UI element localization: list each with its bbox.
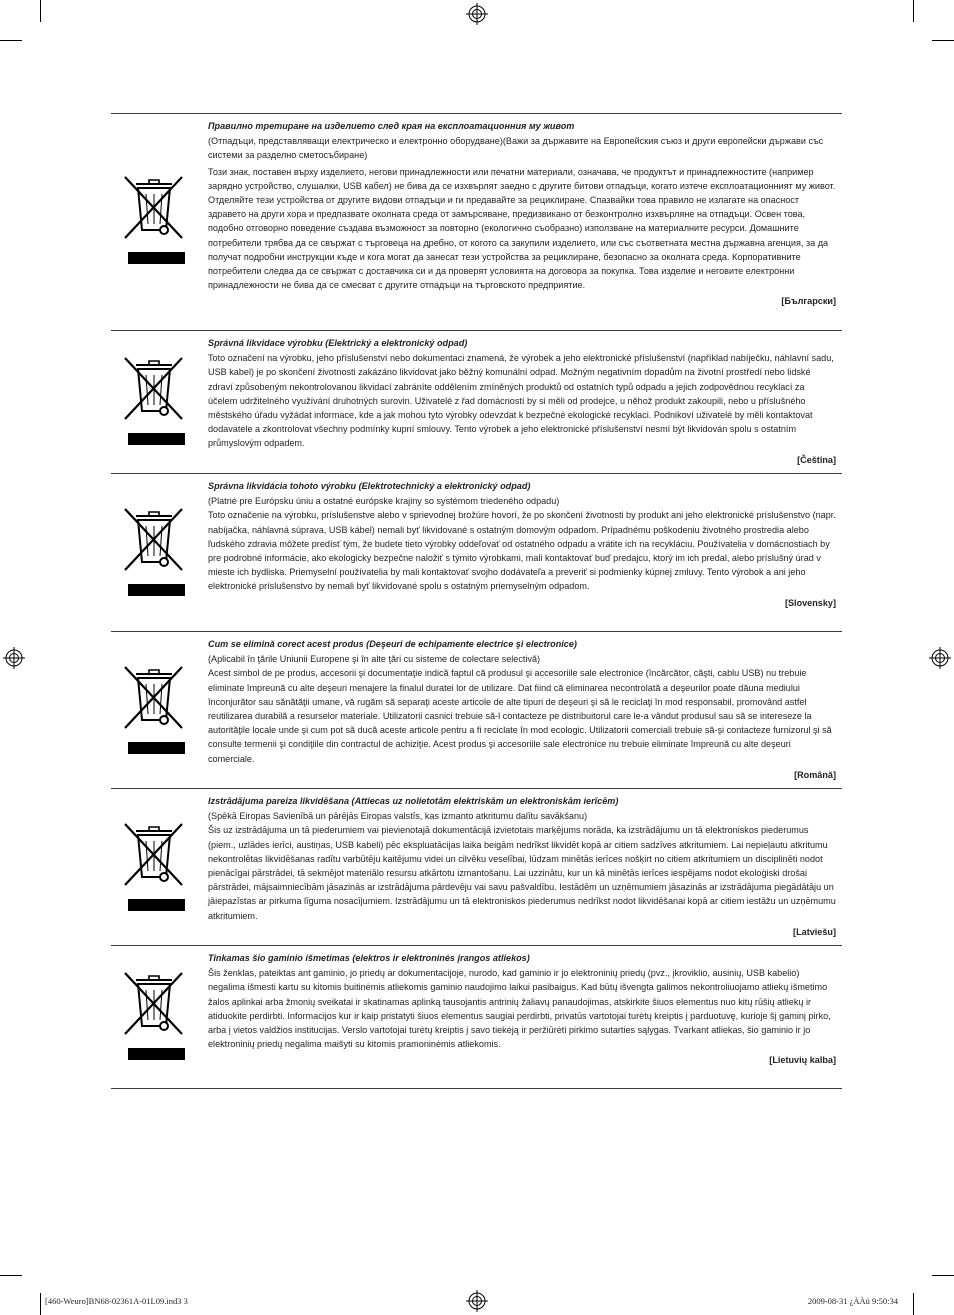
section-title: Cum se elimină corect acest produs (Deşeuri de echipamente electrice şi electronice): [208, 639, 577, 649]
crossed-bin-icon: [122, 353, 188, 425]
weee-disposal-sections: [111, 113, 842, 1089]
section-body: Toto označenie na výrobku, príslušenstve alebo v sprievodnej brožúre hovorí, že po skončení životnosti by produkt ani jeho elektronické príslušenstvo (napr. nabíjačka, náhlavná súprava, USB kábel) nemali byť likvidované s ostatným domovým odpadom. Prípadnému poškodeniu životného prostredia alebo ľudského zdravia môžete predísť tým, že budete tieto výrobky oddeľovať od ostatného odpadu a vrátite ich na recykláciu. Používatelia v domácnostiach by pre podrobné informácie, ako ekologicky bezpečne naložiť s týmito výrobkami, mali kontaktovať buď predajcu, ktorý im ich predal, alebo príslušný úrad v mieste ich bydliska. Priemyselní používatelia by mali kontaktovať svojho dodávateľa a preveriť si podmienky kúpnej zmluvy. Tento výrobok a ani jeho elektronické príslušenstvo by nemali byť likvidované spolu s ostatným priemyselným odpadom.: [208, 510, 836, 592]
language-label: [Slovensky]: [784, 597, 836, 608]
crossed-bin-icon: [122, 504, 188, 576]
registration-mark-icon: [929, 647, 951, 669]
language-label: [Čeština]: [797, 454, 836, 465]
registration-mark-icon: [3, 647, 25, 669]
solid-bar: [128, 742, 185, 754]
language-label: [Български]: [781, 296, 836, 307]
solid-bar: [128, 252, 185, 264]
crossed-bin-icon: [122, 172, 188, 244]
weee-bin-symbol: [122, 662, 188, 754]
section-title: Tinkamas šio gaminio išmetimas (elektros ir elektroninės įrangos atliekos): [208, 953, 530, 963]
crop-mark: [0, 1275, 22, 1276]
crop-mark: [40, 0, 41, 22]
footer-file-info: [460-Weuro]BN68-02361A-01L09.ind3 3: [45, 1296, 188, 1306]
crossed-bin-icon: [122, 968, 188, 1040]
weee-bin-symbol: [122, 968, 188, 1060]
section-latvian: [111, 788, 842, 945]
solid-bar: [128, 899, 185, 911]
section-subtitle: (Platné pre Európsku úniu a ostatné európske krajiny so systémom triedeného odpadu): [208, 496, 560, 507]
section-romanian: [111, 631, 842, 788]
section-lithuanian: [111, 945, 842, 1089]
crop-mark: [913, 1293, 914, 1315]
section-subtitle: (Отпадъци, представляващи електрическо и електронно оборудване)(Важи за държавите на Европейския съюз и други европейски държави със системи за разделно сметосъбиране): [208, 136, 824, 161]
section-title: Správna likvidácia tohoto výrobku (Elektrotechnický a elektronický odpad): [208, 481, 531, 491]
language-label: [Lietuvių kalba]: [769, 1055, 836, 1066]
solid-bar: [128, 1048, 185, 1060]
crop-mark: [40, 1293, 41, 1315]
weee-bin-symbol: [122, 172, 188, 264]
crossed-bin-icon: [122, 662, 188, 734]
language-label: [Latviešu]: [793, 926, 836, 937]
section-body: Šis uz izstrādājuma un tā piederumiem vai pievienotajā dokumentācijā izvietotais marķējums norāda, ka izstrādājumu un tā elektroniskos piederumus (piem., uzlādes ierīci, austiņas, USB kabeli) pēc ekspluatācijas laika beigām nedrīkst likvidēt kopā ar citiem sadzīves atkritumiem. Lai nepieļautu atkritumu nekontrolētas likvidēšanas radītu varbūtēju kaitējumu videi un cilvēku veselībai, lūdzam minētās ierīces nošķirt no citiem atkritumiem un disciplinēti nodot pienācīgai pārstrādei, tā sekmējot materiālo resursu atkārtotu izmantošanu. Lai uzzinātu, kur un kā minētās ierīces iespējams nodot ekoloģiski drošai pārstrādei, mājsaimniecībām jāsazinās ar izstrādājuma pārdevēju vai savu pašvaldību. Iestādēm un uzņēmumiem jāsazinās ar izstrādājuma piegādātāju un jāiepazīstas ar pirkuma līguma nosacījumiem. Izstrādājumu un tā elektroniskos piederumus nedrīkst nodot likvidēšanai kopā ar citiem iestāžu un uzņēmumu atkritumiem.: [208, 825, 836, 921]
section-body: Toto označení na výrobku, jeho příslušenství nebo dokumentaci znamená, že výrobek a jeho elektronické příslušenství (například nabíječku, náhlavní sadu, USB kabel) je po skončení životnosti zakázáno likvidovat jako běžný komunální odpad. Možným negativním dopadům na životní prostředí nebo lidské zdraví způsobeným nekontrolovanou likvidací zabráníte oddělením zmíněných produktů od ostatních typů odpadu a jejich zodpovědnou recyklací za účelem udržitelného využívání druhotných surovin. Uživatelé z řad domácností by si měli od prodejce, u něhož produkt zakoupili, nebo u příslušného městského úřadu vyžádat informace, kde a jak mohou tyto výrobky odevzdat k bezpečné ekologické recyklaci. Podnikoví uživatelé by měli kontaktovat dodavatele a zkontrolovat všechny podmínky kupní smlouvy. Tento výrobek a jeho elektronické příslušenství nesmí být likvidován spolu s ostatním průmyslovým odpadem.: [208, 353, 834, 449]
crop-mark: [0, 40, 22, 41]
section-czech: [111, 330, 842, 473]
weee-bin-symbol: [122, 504, 188, 596]
crop-mark: [932, 1275, 954, 1276]
footer-timestamp: 2009-08-31 ¿ÀÀü 9:50:34: [807, 1296, 898, 1306]
section-body: Acest simbol de pe produs, accesorii şi documentaţie indică faptul că produsul şi accesoriile sale electronice (încărcător, căşti, cablu USB) nu trebuie eliminate împreună cu alte deşeuri menajere la finalul duratei lor de utilizare. Dat fiind că eliminarea necontrolată a deşeurilor poate dăuna mediului înconjurător sau sănătăţii umane, vă rugăm să separaţi aceste articole de alte tipuri de deşeuri şi să le reciclaţi în mod responsabil, promovând astfel reutilizarea durabilă a resurselor materiale. Utilizatorii casnici trebuie să-l contacteze pe distribuitorul care le-a vândut produsul sau să se intereseze la autorităţile locale unde şi cum pot să ducă aceste articole pentru a fi reciclate în mod ecologic. Utilizatorii comerciali trebuie să-şi contacteze furnizorul şi să consulte termenii şi condiţiile din contractul de achiziţie. Acest produs şi accesoriile sale electronice nu trebuie eliminate împreună cu alte deşeuri comerciale.: [208, 668, 832, 764]
registration-mark-icon: [466, 1290, 488, 1312]
section-slovak: [111, 473, 842, 631]
section-title: Izstrādājuma pareiza likvidēšana (Attiecas uz nolietotām elektriskām un elektroniskām ierīcēm): [208, 796, 619, 806]
section-title: Правилно третиране на изделието след края на експлоатационния му живот: [208, 121, 575, 131]
weee-bin-symbol: [122, 819, 188, 911]
registration-mark-icon: [466, 3, 488, 25]
section-subtitle: (Spēkā Eiropas Savienībā un pārējās Eiropas valstīs, kas izmanto atkritumu dalītu savākšanu): [208, 811, 588, 822]
solid-bar: [128, 584, 185, 596]
section-bulgarian: [111, 113, 842, 330]
section-title: Správná likvidace výrobku (Elektrický a elektronický odpad): [208, 338, 468, 348]
crop-mark: [932, 40, 954, 41]
section-subtitle: (Aplicabil în ţările Uniunii Europene şi în alte ţări cu sisteme de colectare selectivă): [208, 654, 541, 665]
crossed-bin-icon: [122, 819, 188, 891]
section-body: Šis ženklas, pateiktas ant gaminio, jo priedų ar dokumentacijoje, nurodo, kad gaminio ir jo elektroninių priedų (pvz., įkroviklio, ausinių, USB kabelio) negalima išmesti kartu su kitomis buitinėmis atliekomis gaminio naudojimo laikui pasibaigus. Kad būtų išvengta galimos nekontroliuojamo atliekų išmetimo žalos aplinkai arba žmonių sveikatai ir skatinamas aplinką tausojantis antrinių žaliavų panaudojimas, atskirkite šiuos elementus nuo kitų rūšių atliekų ir atiduokite perdirbti. Informacijos kur ir kaip pristatyti šiuos elementus saugiai perdirbti, privatūs vartotojai turėtų kreiptis į parduotuvę, kurioje šį gaminį pirko, arba į vietos valdžios institucijas. Verslo vartotojai turėtų kreiptis į savo tiekėją ir peržiūrėti pirkimo sutarties sąlygas. Tvarkant atliekas, šio gaminio ir jo elektroninių priedų negalima maišyti su kitomis pramoninėmis atliekomis.: [208, 968, 831, 1050]
crop-mark: [913, 0, 914, 22]
language-label: [Română]: [794, 769, 836, 780]
section-body: Този знак, поставен върху изделието, негови принадлежности или печатни материали, означава, че продуктът и принадлежностите (например зарядно устройство, слушалки, USB кабел) не бива да се изхвърлят заедно с другите битови отпадъци, когато изтече експлоатационният му живот. Отделяйте тези устройства от другите видови отпадъци и ги предавайте за рециклиране. Спазвайки това правило не излагате на опасност здравето на други хора и предпазвате околната среда от замърсяване, предизвикано от безконтролно изхвърляне на отпадъци. Освен това, подобно отговорно поведение създава възможност за повторно (екологично съобразно) използване на материалните ресурси. Домашните потребители трябва да се свържат с търговеца на дребно, от когото са закупили изделието, или със съответната местна държавна агенция, за да получат подробни инструкции къде и кога могат да занесат тези устройства за рециклиране, безопасно за околната среда. Корпоративните потребители следва да се свържат с доставчика си и да проверят условията на договора за покупка. Това изделие и неговите електронни принадлежности не бива да се смесват с другите отпадъци на търговското предприятие.: [208, 166, 836, 291]
solid-bar: [128, 433, 185, 445]
weee-bin-symbol: [122, 353, 188, 445]
